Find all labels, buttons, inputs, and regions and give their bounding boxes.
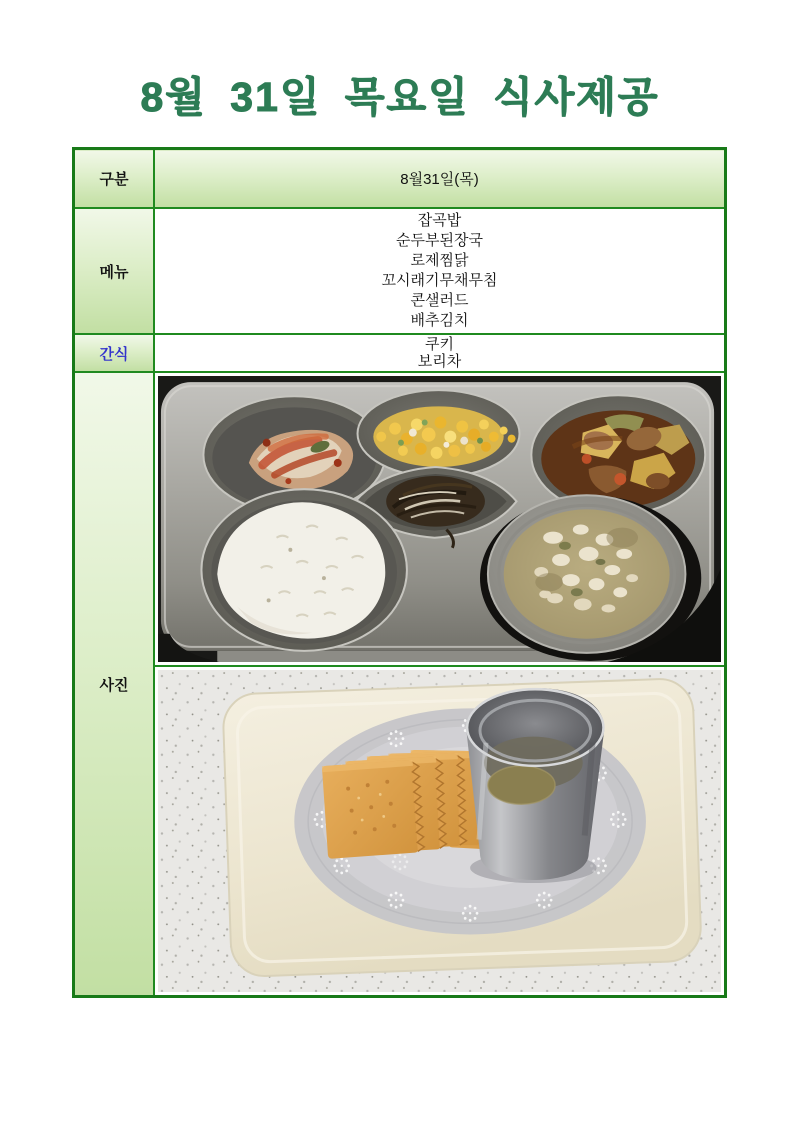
- snack-row: [74, 334, 726, 372]
- photo-label-cell: 사진: [74, 372, 155, 997]
- menu-row: [74, 208, 726, 334]
- snack-cell: [154, 334, 726, 372]
- menu-item: 꼬시래기무채무침: [381, 272, 498, 289]
- date-cell: 8월31일(목): [154, 149, 726, 209]
- photo-row-1: [74, 372, 726, 666]
- snack-photo: [158, 670, 721, 992]
- photo-row-2: [74, 666, 726, 997]
- category-label-cell: 구분: [74, 149, 155, 209]
- category-row: [74, 149, 726, 209]
- menu-item: 배추김치: [410, 312, 469, 329]
- menu-item: 순두부된장국: [396, 232, 483, 249]
- menu-cell: [154, 208, 726, 334]
- menu-item: 로제찜닭: [410, 252, 469, 269]
- meal-table: [72, 147, 727, 998]
- snack-item: 쿠키: [425, 336, 454, 353]
- page-title: 8월 31일 목요일 식사제공: [140, 74, 660, 120]
- menu-item: 잡곡밥: [417, 212, 462, 229]
- lunch-tray-photo: [158, 376, 721, 662]
- snack-label-cell: 간식: [74, 334, 155, 372]
- menu-label-cell: 메뉴: [74, 208, 155, 334]
- lunch-photo-cell: [154, 372, 726, 666]
- menu-item: 콘샐러드: [410, 292, 469, 309]
- snack-item: 보리차: [417, 353, 462, 370]
- snack-photo-cell: [154, 666, 726, 997]
